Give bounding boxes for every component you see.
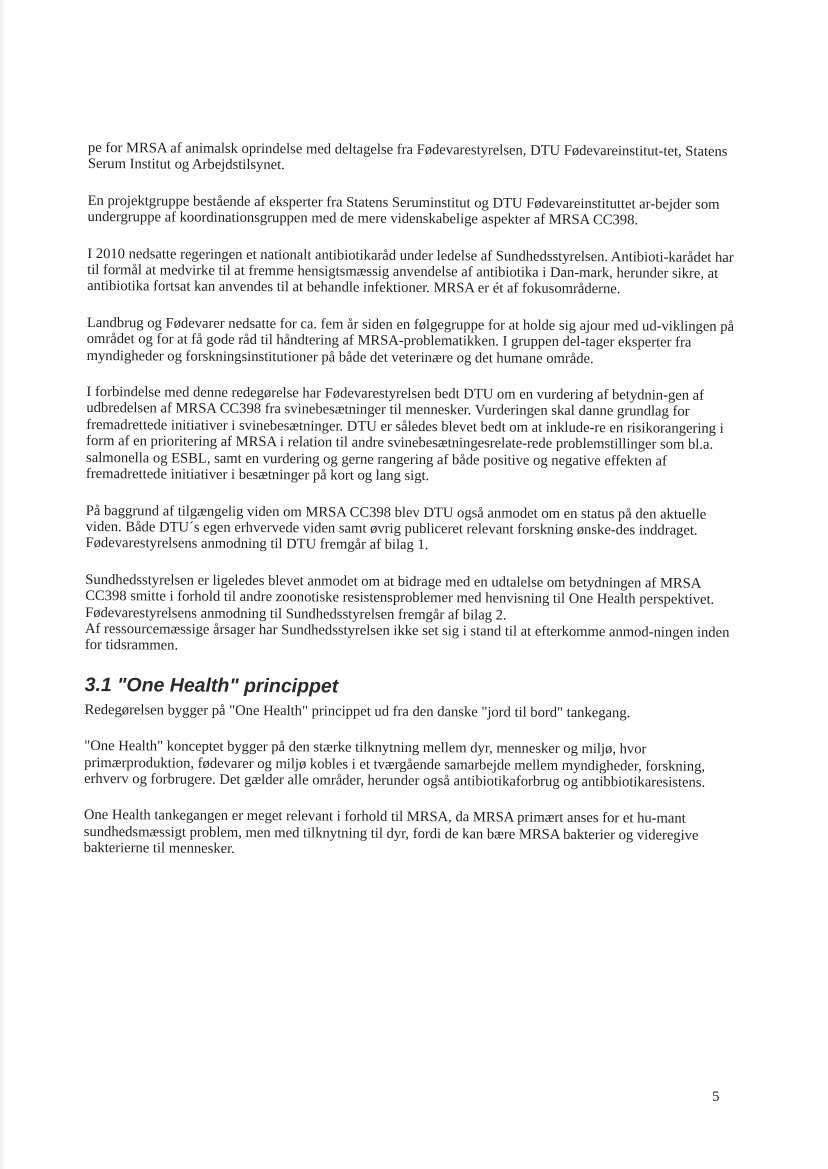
page-number: 5 xyxy=(712,1089,720,1105)
paragraph-follow-up-group: Landbrug og Fødevarer nedsatte for ca. fem år siden en følgegruppe for at holde sig ajour med ud-viklingen på området og for at få gode råd til håndtering af MRSA-problematikken. I gruppen del-tager eksperter fra myndigheder og forskningsinstitutioner på både det veterinære og det humane område. xyxy=(86,314,735,367)
paragraph-dtu-assessment: I forbindelse med denne redegørelse har Fødevarestyrelsen bedt DTU om en vurdering af betydnin-gen af udbredelsen af MRSA CC398 fra svinebesætninger til mennesker. Vurderingen skal danne grundlag for fremadrettede initiativer i svinebesætninger. DTU er således blevet bedt om at inklude-re en risikorangering i form af en prioritering af MRSA i relation til andre svinebesætningesrelate-rede problemstillinger som bl.a. salmonella og ESBL, samt en vurdering og gerne rangering af både positive og negative effekten af fremadrettede initiativer i besætninger på kort og lang sigt. xyxy=(85,384,724,485)
paragraph-dtu-status: På baggrund af tilgængelig viden om MRSA CC398 blev DTU også anmodet om en status på den aktuelle viden. Både DTU´s egen erhvervede viden samt øvrig publiceret relevant forskning ønske-des inddraget. Fødevarestyrelsens anmodning til DTU fremgår af bilag 1. xyxy=(85,502,707,554)
section-heading-one-health: 3.1 "One Health" princippet xyxy=(84,673,339,698)
paragraph-one-health-concept: "One Health" konceptet bygger på den stærke tilknytning mellem dyr, mennesker og miljø, hvor primærproduktion, fødevarer og miljø kobles i et tværgående samarbejde mellem myndigheder, forskning, erhverv og forbrugere. Det gælder alle områder, herunder også antibiotikaforbrug og antibbiotikaresistens. xyxy=(84,738,706,791)
body-text xyxy=(84,140,738,881)
paragraph-one-health-intro: Redegørelsen bygger på "One Health" princippet ud fra den danske "jord til bord" tankegang. xyxy=(84,701,631,722)
paragraph-coordination-group-continued: pe for MRSA af animalsk oprindelse med deltagelse fra Fødevarestyrelsen, DTU Fødevareinstitut-tet, Statens Serum Institut og Arbejdstilsynet. xyxy=(87,140,728,174)
paragraph-health-authority-resources: Af ressourcemæssige årsager har Sundhedsstyrelsen ikke set sig i stand til at efterkomme anmod-ningen inden for tidsrammen. xyxy=(84,620,730,654)
paragraph-health-authority-request: Sundhedsstyrelsen er ligeledes blevet anmodet om at bidrage med en udtalelse om betydningen af MRSA CC398 smitte i forhold til andre zoonotiske resistensproblemer med henvisning til One Health perspektivet. Fødevarestyrelsens anmodning til Sundhedsstyrelsen fremgår af bilag 2. xyxy=(85,571,715,624)
scan-edge-shadow xyxy=(0,0,6,1169)
paragraph-project-group: En projektgruppe bestående af eksperter fra Statens Seruminstitut og DTU Fødevareinstituttet ar-bejder som undergruppe af koordinationsgruppen med de mere videnskabelige aspekter af MRSA CC398. xyxy=(87,192,720,229)
paragraph-antibiotic-council: I 2010 nedsatte regeringen et nationalt antibiotikaråd under ledelse af Sundhedsstyrelsen. Antibioti-karådet har til formål at medvirke til at fremme hensigtsmæssig anvendelse af antibiotika i Dan-mark, herunder sikre, at antibiotika fortsat kan anvendes til at behandle infektioner. MRSA er ét af fokusområderne. xyxy=(87,245,734,298)
paragraph-one-health-mrsa: One Health tankegangen er meget relevant i forhold til MRSA, da MRSA primært anses for et hu-mant sundhedsmæssigt problem, men med tilknytning til dyr, fordi de kan bære MRSA bakterier og videregive bakterierne til mennesker. xyxy=(83,807,699,858)
